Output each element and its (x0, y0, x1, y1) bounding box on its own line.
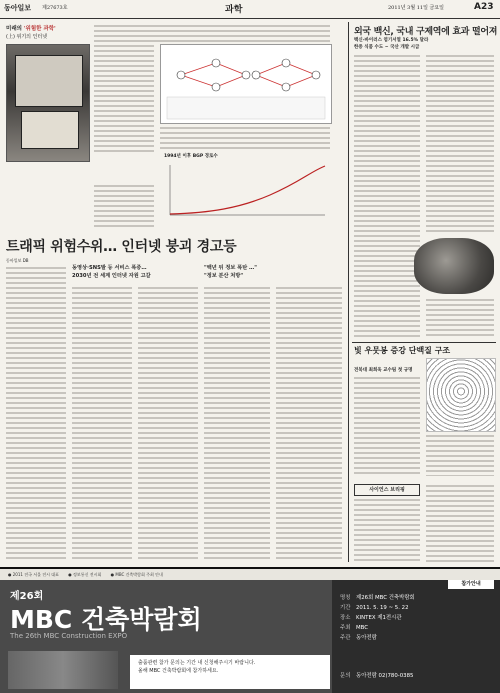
ad-detail-row (340, 633, 377, 641)
ad-detail-row (340, 671, 413, 679)
ad-notice-line: 출품관련 참가 문의는 기간 내 신청해주시기 바랍니다. (138, 660, 256, 666)
chart-title: 1994년 이후 BGP 경로수 (164, 154, 218, 159)
subhead-2-line-1: "백년 뒤 정보 폭탄 …" (204, 265, 257, 271)
subhead-1-line-1: 동영상·SNS발 등 서비스 폭증… (72, 265, 147, 271)
vaccine-col-2 (426, 54, 494, 234)
ad-detail-value: 동아전람 (356, 635, 377, 641)
series-subtitle: (上) 위기의 인터넷 (6, 34, 48, 40)
ad-edition: 제26회 (10, 591, 44, 602)
ad-detail-key: 장소 (340, 615, 351, 621)
vaccine-headline: 외국 백신, 국내 구제역에 효과 떨어져 (354, 27, 498, 37)
issue-number: 제27673호 (42, 5, 68, 11)
ad-detail-value: 2011. 5. 19 ~ 5. 22 (356, 605, 409, 611)
vaccine-subhead-1: 백신-바이러스 염기서열 16.5% 달라 (354, 38, 429, 43)
ad-notice-line: 올해 MBC 건축박람회에 참가하세요. (138, 668, 219, 674)
ad-top-strip (0, 569, 500, 580)
publication-date: 2011년 3월 11일 금요일 (388, 5, 445, 11)
ad-detail-key: 주관 (340, 635, 351, 641)
subhead-1-line-2: 2030년 전 세계 인터넷 자원 고갈 (72, 273, 151, 279)
protein-headline-line-1: 빛 우뭇봉 증강 단백질 구조 (354, 346, 451, 355)
article-col-4 (204, 286, 270, 562)
ad-notice-text (138, 659, 255, 675)
page-number: A23 (474, 2, 494, 12)
ad-english-title: The 26th MBC Construction EXPO (10, 632, 128, 640)
brief-col-2 (426, 484, 494, 562)
subhead-2-line-2: "정보 분산 처방" (204, 273, 244, 279)
article-col-5 (276, 286, 342, 562)
subhead-2 (204, 264, 344, 280)
photo-credit: 동아일보 DB (6, 258, 29, 263)
science-brief-label: 사이언스 브리핑 (354, 484, 420, 496)
ad-building-image (8, 651, 118, 689)
ad-detail-value: MBC (356, 625, 369, 631)
series-label (6, 24, 56, 32)
diagram-caption (160, 126, 330, 150)
ad-participation-badge: 참가안내 (448, 580, 494, 589)
monitor-screen-2 (21, 111, 79, 149)
ad-detail-key: 주최 (340, 625, 351, 631)
article-body-right-top (94, 24, 330, 42)
brief-col-1 (354, 498, 420, 562)
masthead (0, 0, 500, 19)
network-diagram-svg (161, 45, 331, 123)
series-label-text: 미래의 (6, 26, 24, 32)
main-headline: 트래픽 위험수위… 인터넷 붕괴 경고등 (6, 239, 237, 255)
protein-headline (354, 346, 450, 356)
internet-photo (6, 44, 90, 162)
vaccine-subhead-2: 한중 식품 수도 ~ 국산 개발 시급 (354, 45, 420, 50)
ad-detail-key: 기간 (340, 605, 351, 611)
ad-detail-row (340, 603, 409, 611)
ad-detail-key: 명칭 (340, 595, 351, 601)
ad-detail-key: 문의 (340, 673, 351, 679)
chart-caption (94, 184, 154, 228)
protein-col-1 (354, 376, 420, 476)
article-col-2 (72, 286, 132, 562)
article-col-3 (138, 286, 198, 562)
newspaper-logo: 동아일보 (4, 4, 32, 12)
right-divider (352, 342, 496, 343)
virus-caption (426, 298, 494, 338)
ad-top-item: ● MBC 건축박람회 주최 안내 (110, 572, 163, 577)
virus-photo (414, 238, 494, 294)
column-divider (348, 22, 349, 562)
article-col-1 (6, 266, 66, 562)
protein-subhead: 전북대 최희욱 교수팀 첫 규명 (354, 368, 413, 373)
ad-detail-row (340, 613, 402, 621)
expo-advertisement (0, 567, 500, 693)
ad-detail-value: 동아전람 02)780-0385 (356, 673, 414, 679)
ad-detail-value: KINTEX 제1전시관 (356, 615, 402, 621)
network-diagram (160, 44, 332, 124)
ad-notice-banner (130, 655, 330, 689)
ad-detail-row (340, 623, 368, 631)
vaccine-col-1 (354, 54, 420, 338)
bgp-route-chart (160, 160, 330, 220)
protein-caption (426, 434, 494, 476)
ad-details (340, 593, 496, 689)
monitor-screen (15, 55, 83, 107)
protein-structure-image (426, 358, 496, 432)
section-title: 과학 (225, 5, 243, 15)
ad-title: MBC 건축박람회 (10, 605, 202, 634)
series-label-emphasis: '위험한 과학' (23, 26, 56, 32)
subhead-1 (72, 264, 200, 280)
ad-top-item: ● 2011 전국 서울 전시 대표 (8, 572, 59, 577)
ad-top-item: ● 정보통신 전시회 (68, 572, 102, 577)
ad-detail-value: 제26회 MBC 건축박람회 (356, 595, 415, 601)
ad-detail-row (340, 593, 415, 601)
article-body-top (94, 24, 154, 152)
